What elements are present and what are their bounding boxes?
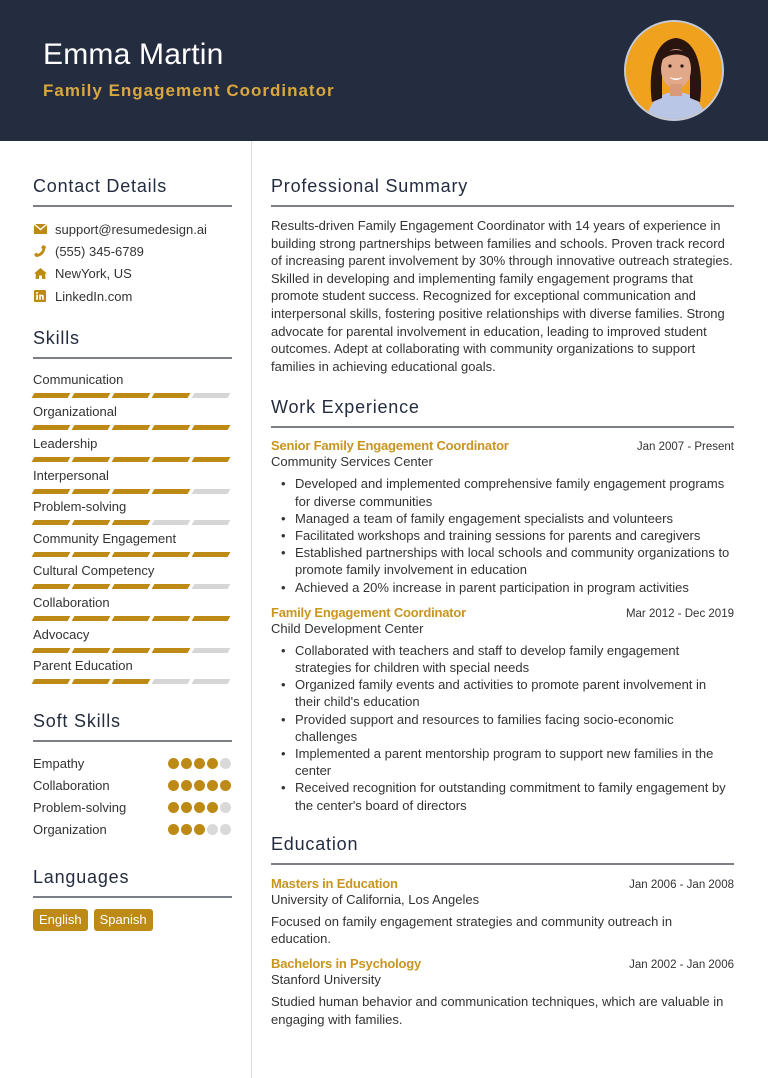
envelope-icon	[33, 222, 47, 236]
contact-location	[33, 263, 232, 285]
skill-item	[33, 403, 232, 435]
left-column	[33, 141, 232, 931]
skill-level-segment	[112, 393, 151, 398]
education-dates: Jan 2002 - Jan 2006	[629, 958, 734, 971]
rating-dot-icon	[181, 802, 192, 813]
section-rule	[271, 426, 734, 428]
contact-email-text: support@resumedesign.ai	[55, 221, 207, 237]
skill-label: Collaboration	[33, 594, 110, 610]
job-entry	[271, 605, 734, 814]
skill-level-segment	[112, 425, 151, 430]
skill-level-segment	[32, 457, 71, 462]
contact-location-text: NewYork, US	[55, 266, 132, 282]
skill-level-segment	[32, 393, 71, 398]
skill-level-segment	[192, 393, 231, 398]
soft-skill-label: Empathy	[33, 755, 85, 771]
skill-level-bar	[33, 616, 232, 621]
skill-item	[33, 371, 232, 403]
skill-level-segment	[152, 489, 191, 494]
contact-phone-text: (555) 345-6789	[55, 243, 144, 259]
skill-level-segment	[112, 520, 151, 525]
skill-level-segment	[152, 520, 191, 525]
experience-section	[271, 397, 734, 813]
skill-level-segment	[152, 584, 191, 589]
section-rule	[33, 740, 232, 742]
language-tag: Spanish	[94, 909, 153, 931]
section-title: Languages	[33, 866, 130, 887]
skill-level-segment	[32, 489, 71, 494]
contact-linkedin-text: LinkedIn.com	[55, 288, 133, 304]
skill-level-segment	[32, 679, 71, 684]
rating-dot-icon	[207, 780, 218, 791]
skill-level-segment	[112, 489, 151, 494]
skill-label: Advocacy	[33, 626, 90, 642]
soft-skill-item	[33, 797, 232, 819]
job-bullets	[271, 475, 734, 595]
rating-dot-icon	[194, 780, 205, 791]
soft-skill-item	[33, 774, 232, 796]
skill-level-segment	[192, 425, 231, 430]
rating-dot-icon	[181, 824, 192, 835]
education-entry	[271, 876, 734, 948]
skill-level-segment	[32, 648, 71, 653]
job-bullet: • Implemented a parent mentorship program to support new families in the center	[271, 745, 734, 779]
skill-level-bar	[33, 425, 232, 430]
skill-label: Community Engagement	[33, 531, 177, 547]
job-organization: Community Services Center	[271, 454, 433, 470]
skill-item	[33, 498, 232, 530]
section-title: Soft Skills	[33, 711, 121, 732]
skill-level-bar	[33, 552, 232, 557]
phone-icon	[33, 244, 47, 258]
job-entry	[271, 438, 734, 595]
skill-level-bar	[33, 489, 232, 494]
skill-level-segment	[152, 425, 191, 430]
skill-label: Cultural Competency	[33, 562, 155, 578]
rating-dot-icon	[220, 824, 231, 835]
skill-level-segment	[72, 616, 111, 621]
rating-dot-icon	[207, 802, 218, 813]
job-bullet: • Provided support and resources to families facing socio-economic challenges	[271, 711, 734, 745]
soft-skill-label: Problem-solving	[33, 800, 127, 816]
job-title: Family Engagement Coordinator	[271, 604, 467, 620]
job-bullet: • Managed a team of family engagement specialists and volunteers	[271, 510, 734, 527]
skill-label: Communication	[33, 372, 124, 388]
job-dates: Mar 2012 - Dec 2019	[625, 607, 734, 620]
skill-level-segment	[72, 425, 111, 430]
section-rule	[33, 896, 232, 898]
skill-level-segment	[192, 584, 231, 589]
skill-level-segment	[152, 552, 191, 557]
degree-title: Masters in Education	[271, 875, 398, 891]
contact-section	[33, 176, 232, 307]
skill-item	[33, 467, 232, 499]
skill-level-segment	[32, 584, 71, 589]
skill-level-bar	[33, 457, 232, 462]
skill-label: Problem-solving	[33, 499, 127, 515]
education-section	[271, 834, 734, 1028]
profile-photo-icon	[626, 22, 724, 121]
skill-level-segment	[72, 393, 111, 398]
skill-level-segment	[152, 457, 191, 462]
summary-text: Results-driven Family Engagement Coordinator with 14 years of experience in building strong partnerships between families and schools. Proven track record of increasing parent involvement by 30% through innovative outreach strategies. Skilled in developing and implementing family engagement programs that promote student success. Recognized for exceptional communication and interpersonal skills, fostering positive relationships with diverse families. Strong advocate for parental involvement in education, leading to improved student outcomes. Adept at collaborating with community organizations to support families in achieving educational goals.	[271, 218, 733, 374]
skill-level-segment	[32, 552, 71, 557]
skill-level-segment	[72, 489, 111, 494]
job-bullet: • Received recognition for outstanding commitment to family engagement by the center's board of directors	[271, 779, 734, 813]
linkedin-icon	[33, 289, 47, 303]
skills-section	[33, 328, 232, 689]
rating-dot-icon	[207, 758, 218, 769]
soft-skill-rating	[168, 824, 231, 835]
job-title: Senior Family Engagement Coordinator	[271, 438, 509, 454]
rating-dot-icon	[168, 780, 179, 791]
contact-linkedin[interactable]	[33, 285, 232, 307]
section-title: Professional Summary	[271, 176, 469, 196]
education-description: Focused on family engagement strategies and community outreach in education.	[271, 913, 673, 947]
skill-level-segment	[112, 552, 151, 557]
rating-dot-icon	[220, 780, 231, 791]
skill-label: Leadership	[33, 435, 98, 451]
skill-level-segment	[192, 520, 231, 525]
job-organization: Child Development Center	[271, 620, 424, 636]
skill-level-segment	[192, 616, 231, 621]
skill-level-segment	[152, 393, 191, 398]
skill-level-segment	[112, 679, 151, 684]
skill-level-segment	[192, 489, 231, 494]
section-rule	[33, 357, 232, 359]
soft-skill-rating	[168, 802, 231, 813]
rating-dot-icon	[181, 780, 192, 791]
soft-skill-item	[33, 752, 232, 774]
skill-level-segment	[112, 648, 151, 653]
skill-label: Parent Education	[33, 658, 133, 674]
skill-level-segment	[32, 520, 71, 525]
rating-dot-icon	[194, 758, 205, 769]
skill-level-segment	[112, 457, 151, 462]
candidate-name: Emma Martin	[43, 38, 224, 71]
rating-dot-icon	[181, 758, 192, 769]
job-bullet: • Achieved a 20% increase in parent participation in program activities	[271, 579, 734, 596]
job-bullet: • Organized family events and activities to promote parent involvement in their child's education	[271, 676, 734, 710]
skill-level-segment	[192, 648, 231, 653]
right-column	[271, 141, 734, 1028]
skill-level-segment	[72, 457, 111, 462]
rating-dot-icon	[168, 758, 179, 769]
section-rule	[33, 205, 232, 207]
skill-level-segment	[112, 584, 151, 589]
rating-dot-icon	[220, 758, 231, 769]
avatar	[624, 20, 724, 121]
section-rule	[271, 205, 734, 207]
skill-level-segment	[192, 679, 231, 684]
rating-dot-icon	[194, 824, 205, 835]
job-bullets	[271, 642, 734, 814]
summary-section	[271, 176, 734, 375]
education-entry	[271, 956, 734, 1028]
section-title: Work Experience	[271, 397, 420, 418]
skill-level-segment	[72, 552, 111, 557]
soft-skill-label: Organization	[33, 822, 107, 838]
skill-level-bar	[33, 648, 232, 653]
school-name: Stanford University	[271, 971, 381, 987]
skill-item	[33, 626, 232, 658]
rating-dot-icon	[168, 802, 179, 813]
education-description: Studied human behavior and communication techniques, which are valuable in engaging with families.	[271, 993, 724, 1027]
skill-level-segment	[32, 616, 71, 621]
skill-level-segment	[152, 679, 191, 684]
skill-item	[33, 530, 232, 562]
job-bullet: • Developed and implemented comprehensive family engagement programs for diverse communities	[271, 475, 734, 509]
rating-dot-icon	[207, 824, 218, 835]
skill-item	[33, 435, 232, 467]
skill-level-segment	[152, 648, 191, 653]
skill-level-segment	[72, 648, 111, 653]
skill-label: Organizational	[33, 403, 117, 419]
rating-dot-icon	[220, 802, 231, 813]
degree-title: Bachelors in Psychology	[271, 955, 422, 971]
soft-skill-rating	[168, 758, 231, 769]
skill-level-bar	[33, 584, 232, 589]
soft-skills-list	[33, 752, 232, 841]
section-title: Skills	[33, 328, 80, 349]
skill-level-segment	[72, 520, 111, 525]
skill-level-segment	[152, 616, 191, 621]
skill-item	[33, 657, 232, 689]
languages-section	[33, 867, 232, 931]
school-name: University of California, Los Angeles	[271, 891, 480, 907]
home-icon	[33, 267, 47, 281]
resume-header	[0, 0, 768, 141]
contact-phone[interactable]	[33, 240, 232, 262]
soft-skill-item	[33, 819, 232, 841]
skill-level-segment	[72, 679, 111, 684]
rating-dot-icon	[168, 824, 179, 835]
contact-email[interactable]	[33, 218, 232, 240]
job-bullet: • Collaborated with teachers and staff to develop family engagement strategies for children with special needs	[271, 642, 734, 676]
language-tag: English	[33, 909, 88, 931]
candidate-title: Family Engagement Coordinator	[43, 81, 335, 100]
skill-level-bar	[33, 679, 232, 684]
skill-level-segment	[32, 425, 71, 430]
skill-label: Interpersonal	[33, 467, 109, 483]
section-rule	[271, 863, 734, 865]
language-tags	[33, 909, 232, 931]
skill-level-segment	[112, 616, 151, 621]
soft-skill-rating	[168, 780, 231, 791]
skill-level-segment	[72, 584, 111, 589]
skill-item	[33, 594, 232, 626]
skill-item	[33, 562, 232, 594]
skills-list	[33, 371, 232, 689]
section-title: Education	[271, 833, 359, 854]
section-title: Contact Details	[33, 176, 168, 196]
job-dates: Jan 2007 - Present	[636, 441, 734, 454]
soft-skills-section	[33, 711, 232, 841]
job-bullet: • Established partnerships with local schools and community organizations to promote family involvement in education	[271, 544, 734, 578]
column-divider	[251, 141, 252, 1078]
rating-dot-icon	[194, 802, 205, 813]
soft-skill-label: Collaboration	[33, 777, 110, 793]
education-dates: Jan 2006 - Jan 2008	[629, 878, 734, 891]
skill-level-segment	[192, 552, 231, 557]
skill-level-segment	[192, 457, 231, 462]
skill-level-bar	[33, 393, 232, 398]
job-bullet: • Facilitated workshops and training sessions for parents and caregivers	[271, 527, 734, 544]
skill-level-bar	[33, 520, 232, 525]
